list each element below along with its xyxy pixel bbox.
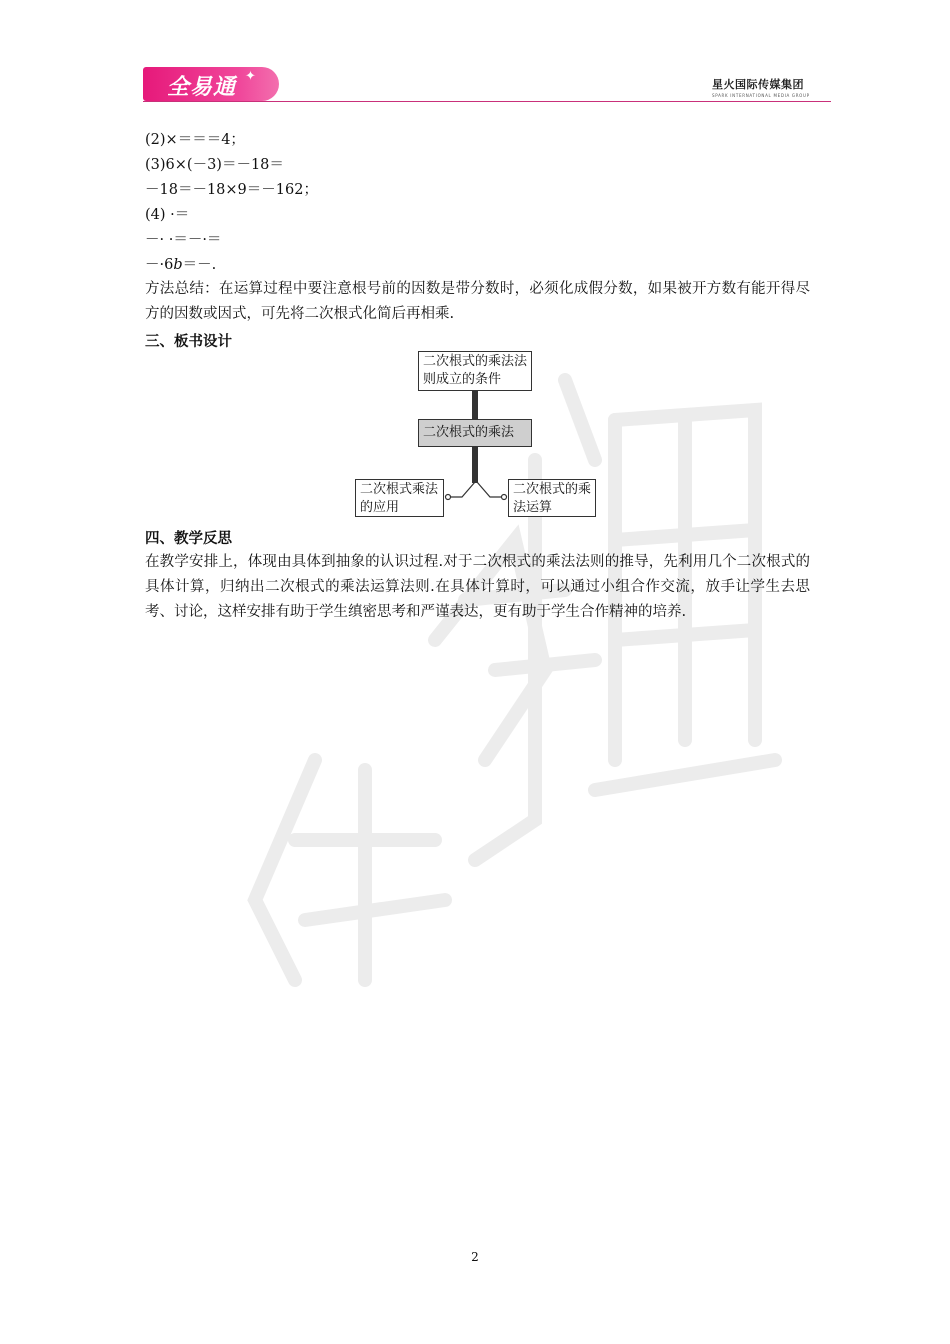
- diagram-box-conditions: 二次根式的乘法法则成立的条件: [418, 351, 532, 391]
- brand-name-cn: 星火国际传媒集团: [712, 78, 804, 91]
- equation-line-2: (2)×＝＝＝4；: [145, 132, 245, 148]
- equation-line-4a: (4) ·＝: [145, 207, 190, 223]
- sparkle-icon: ✦: [245, 69, 256, 84]
- brand-block: [712, 76, 822, 98]
- equation-part: ＝－.: [182, 257, 217, 273]
- logo-text: 全易通: [167, 75, 237, 100]
- diagram-box-application: 二次根式乘法的应用: [355, 479, 444, 517]
- diagram-branch: [440, 478, 512, 508]
- page-number: 2: [471, 1250, 479, 1264]
- equation-line-4c: [145, 255, 216, 275]
- header-logo: [143, 67, 279, 101]
- section-heading-board-design: 三、板书设计: [145, 334, 232, 350]
- equation-line-4b: －· ·＝－·＝: [145, 232, 222, 248]
- equation-line-3b: －18＝－18×9＝－162；: [145, 182, 318, 198]
- equation-line-3a: (3)6×(－3)＝－18＝: [145, 157, 284, 173]
- equation-part: －·6: [145, 257, 174, 273]
- diagram-connector: [472, 391, 478, 419]
- header-divider: [143, 101, 831, 102]
- variable-b: b: [173, 257, 183, 273]
- brand-name-en: SPARK INTERNATIONAL MEDIA GROUP: [712, 93, 810, 98]
- section-heading-reflection: 四、教学反思: [145, 531, 232, 547]
- method-summary: 方法总结：在运算过程中要注意根号前的因数是带分数时，必须化成假分数，如果被开方数有能开得尽方的因数或因式，可先将二次根式化简后再相乘.: [145, 281, 810, 322]
- diagram-box-operation: 二次根式的乘法运算: [508, 479, 596, 517]
- reflection-text: 在教学安排上，体现由具体到抽象的认识过程.对于二次根式的乘法法则的推导，先利用几个二次根式的具体计算，归纳出二次根式的乘法运算法则.在具体计算时，可以通过小组合作交流，放手让学生去思考、讨论，这样安排有助于学生缜密思考和严谨表达，更有助于学生合作精神的培养.: [145, 554, 810, 620]
- diagram-box-center: 二次根式的乘法: [418, 419, 532, 447]
